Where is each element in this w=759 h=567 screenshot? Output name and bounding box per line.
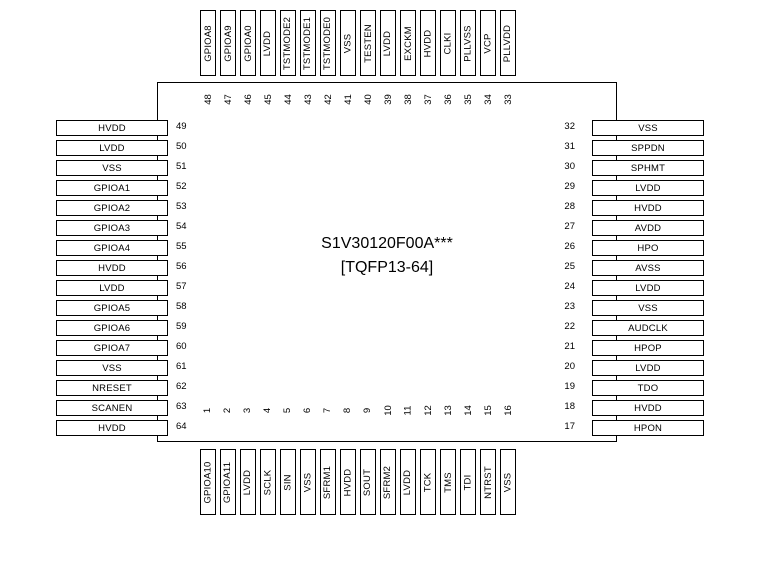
pin-name-label: GPIOA0 bbox=[242, 24, 254, 62]
pin-name-label: SPPDN bbox=[631, 142, 665, 154]
pin-number: 34 bbox=[482, 94, 494, 105]
pin-name-label: TDI bbox=[462, 474, 474, 490]
pin-name-box bbox=[420, 449, 436, 515]
pin-name-label: GPIOA3 bbox=[93, 222, 131, 234]
pin-name-box bbox=[460, 449, 476, 515]
pin-name-box bbox=[56, 420, 168, 436]
pin-number: 52 bbox=[176, 181, 187, 192]
pin-number: 6 bbox=[302, 407, 314, 414]
pin-number: 17 bbox=[564, 421, 575, 432]
pin-number: 21 bbox=[564, 341, 575, 352]
pin-number: 45 bbox=[262, 94, 274, 105]
pin-name-box bbox=[500, 10, 516, 76]
pin-name-label: VSS bbox=[638, 122, 658, 134]
pin-number: 10 bbox=[382, 405, 394, 416]
pin-number: 31 bbox=[564, 141, 575, 152]
pin-number: 39 bbox=[382, 94, 394, 105]
pin-name-label: TDO bbox=[637, 382, 659, 394]
pin-number: 43 bbox=[302, 94, 314, 105]
pin-name-label: GPIOA11 bbox=[222, 461, 234, 503]
pin-name-label: PLLVSS bbox=[462, 24, 474, 62]
pin-name-label: LVDD bbox=[402, 469, 414, 495]
pin-name-box bbox=[300, 449, 316, 515]
pin-name-box bbox=[200, 449, 216, 515]
pin-name-label: HPON bbox=[633, 422, 663, 434]
pin-number: 46 bbox=[242, 94, 254, 105]
pin-number: 58 bbox=[176, 301, 187, 312]
pin-number: 8 bbox=[342, 407, 354, 414]
pin-number: 24 bbox=[564, 281, 575, 292]
pin-name-box bbox=[592, 400, 704, 416]
pin-name-label: HPO bbox=[637, 242, 659, 254]
pin-name-box bbox=[240, 10, 256, 76]
pin-number: 32 bbox=[564, 121, 575, 132]
pin-name-label: LVDD bbox=[99, 142, 125, 154]
pin-name-label: GPIOA8 bbox=[202, 24, 214, 62]
pin-name-box bbox=[300, 10, 316, 76]
pin-name-box bbox=[592, 280, 704, 296]
chip-package-name: [TQFP13-64] bbox=[340, 259, 434, 276]
pin-name-box bbox=[340, 10, 356, 76]
pin-number: 20 bbox=[564, 361, 575, 372]
pin-name-label: VCP bbox=[482, 32, 494, 54]
pin-name-label: LVDD bbox=[635, 362, 661, 374]
pin-number: 61 bbox=[176, 361, 187, 372]
chip-label bbox=[157, 232, 617, 280]
pin-number: 9 bbox=[362, 407, 374, 414]
pin-name-box bbox=[480, 10, 496, 76]
pin-name-label: EXCKM bbox=[402, 25, 414, 61]
pin-name-box bbox=[592, 220, 704, 236]
pin-number: 12 bbox=[422, 405, 434, 416]
pin-number: 41 bbox=[342, 94, 354, 105]
pin-number: 35 bbox=[462, 94, 474, 105]
pin-name-box bbox=[592, 340, 704, 356]
pin-name-label: AVDD bbox=[634, 222, 662, 234]
pin-name-label: GPIOA2 bbox=[93, 202, 131, 214]
pin-number: 18 bbox=[564, 401, 575, 412]
pin-name-box bbox=[592, 160, 704, 176]
pin-number: 22 bbox=[564, 321, 575, 332]
pin-name-box bbox=[440, 10, 456, 76]
pin-number: 33 bbox=[502, 94, 514, 105]
pin-name-label: HVDD bbox=[342, 468, 354, 496]
pin-name-label: TSTMODE2 bbox=[282, 16, 294, 70]
pin-name-box bbox=[280, 10, 296, 76]
pin-name-label: SFRM2 bbox=[382, 465, 394, 499]
pin-number: 63 bbox=[176, 401, 187, 412]
pin-number: 26 bbox=[564, 241, 575, 252]
pin-name-label: LVDD bbox=[382, 30, 394, 56]
pin-number: 27 bbox=[564, 221, 575, 232]
pin-number: 47 bbox=[222, 94, 234, 105]
pin-name-box bbox=[56, 280, 168, 296]
pin-name-label: LVDD bbox=[635, 182, 661, 194]
pin-name-box bbox=[592, 120, 704, 136]
pin-name-box bbox=[592, 420, 704, 436]
pin-name-box bbox=[56, 180, 168, 196]
pin-name-box bbox=[56, 260, 168, 276]
pin-name-label: SPHMT bbox=[630, 162, 666, 174]
pin-name-box bbox=[400, 449, 416, 515]
pin-number: 28 bbox=[564, 201, 575, 212]
pin-number: 30 bbox=[564, 161, 575, 172]
pin-name-box bbox=[592, 140, 704, 156]
pin-number: 40 bbox=[362, 94, 374, 105]
pin-name-label: HVDD bbox=[422, 29, 434, 57]
pin-number: 14 bbox=[462, 405, 474, 416]
pin-number: 38 bbox=[402, 94, 414, 105]
pin-name-box bbox=[56, 220, 168, 236]
pin-name-box bbox=[380, 449, 396, 515]
pin-name-label: NTRST bbox=[482, 465, 494, 499]
pin-number: 48 bbox=[202, 94, 214, 105]
pin-name-label: TSTMODE0 bbox=[322, 16, 334, 70]
pin-number: 56 bbox=[176, 261, 187, 272]
pin-name-box bbox=[56, 300, 168, 316]
pin-name-box bbox=[400, 10, 416, 76]
pin-name-label: TCK bbox=[422, 472, 434, 492]
pin-name-box bbox=[260, 449, 276, 515]
pin-name-label: SCLK bbox=[262, 469, 274, 495]
pin-name-label: GPIOA10 bbox=[202, 460, 214, 504]
pin-name-label: PLLVDD bbox=[502, 24, 514, 62]
pin-name-label: GPIOA5 bbox=[93, 302, 131, 314]
pin-name-label: VSS bbox=[102, 362, 122, 374]
pin-number: 54 bbox=[176, 221, 187, 232]
pin-number: 25 bbox=[564, 261, 575, 272]
pin-name-label: VSS bbox=[302, 472, 314, 492]
pin-name-label: TSTMODE1 bbox=[302, 16, 314, 70]
pin-name-box bbox=[56, 200, 168, 216]
pin-number: 23 bbox=[564, 301, 575, 312]
pin-number: 19 bbox=[564, 381, 575, 392]
pin-number: 55 bbox=[176, 241, 187, 252]
pin-name-label: VSS bbox=[638, 302, 658, 314]
pin-number: 50 bbox=[176, 141, 187, 152]
pin-name-box bbox=[380, 10, 396, 76]
pin-number: 1 bbox=[202, 407, 214, 414]
pin-name-box bbox=[200, 10, 216, 76]
pin-name-label: LVDD bbox=[635, 282, 661, 294]
pin-name-label: VSS bbox=[342, 33, 354, 53]
pin-name-box bbox=[500, 449, 516, 515]
pin-number: 15 bbox=[482, 405, 494, 416]
pin-name-box bbox=[220, 10, 236, 76]
pin-number: 5 bbox=[282, 407, 294, 414]
pin-number: 3 bbox=[242, 407, 254, 414]
pin-name-label: GPIOA6 bbox=[93, 322, 131, 334]
pin-name-box bbox=[220, 449, 236, 515]
pin-name-box bbox=[56, 160, 168, 176]
pin-name-label: AVSS bbox=[635, 262, 661, 274]
pin-name-box bbox=[240, 449, 256, 515]
pin-name-box bbox=[480, 449, 496, 515]
pin-number: 7 bbox=[322, 407, 334, 414]
pin-name-label: CLKI bbox=[442, 32, 454, 54]
pin-name-label: AUDCLK bbox=[628, 322, 668, 334]
pin-name-label: LVDD bbox=[99, 282, 125, 294]
pin-number: 60 bbox=[176, 341, 187, 352]
pin-number: 57 bbox=[176, 281, 187, 292]
pin-name-box bbox=[320, 10, 336, 76]
pin-name-box bbox=[56, 340, 168, 356]
pin-name-label: NRESET bbox=[92, 382, 132, 394]
pin-number: 51 bbox=[176, 161, 187, 172]
pin-name-label: GPIOA9 bbox=[222, 24, 234, 62]
pin-name-label: TMS bbox=[442, 471, 454, 493]
pin-name-label: SCANEN bbox=[91, 402, 133, 414]
pin-name-box bbox=[260, 10, 276, 76]
pin-number: 36 bbox=[442, 94, 454, 105]
pin-number: 37 bbox=[422, 94, 434, 105]
pin-name-label: HVDD bbox=[634, 402, 662, 414]
pin-name-label: HVDD bbox=[634, 202, 662, 214]
pin-name-label: SIN bbox=[282, 473, 294, 491]
pin-name-box bbox=[320, 449, 336, 515]
pin-name-box bbox=[592, 360, 704, 376]
pin-name-box bbox=[360, 10, 376, 76]
pin-name-box bbox=[592, 200, 704, 216]
pin-number: 44 bbox=[282, 94, 294, 105]
pin-name-box bbox=[56, 360, 168, 376]
pin-name-box bbox=[592, 320, 704, 336]
pin-number: 53 bbox=[176, 201, 187, 212]
pin-name-box bbox=[420, 10, 436, 76]
pin-number: 59 bbox=[176, 321, 187, 332]
pin-number: 16 bbox=[502, 405, 514, 416]
pin-name-box bbox=[56, 400, 168, 416]
pin-number: 62 bbox=[176, 381, 187, 392]
pin-number: 64 bbox=[176, 421, 187, 432]
pin-name-label: GPIOA1 bbox=[93, 182, 131, 194]
pin-name-label: TESTEN bbox=[362, 23, 374, 63]
pin-name-box bbox=[592, 260, 704, 276]
pin-number: 42 bbox=[322, 94, 334, 105]
pin-name-label: HVDD bbox=[98, 262, 126, 274]
pin-name-label: SFRM1 bbox=[322, 465, 334, 499]
pin-name-box bbox=[440, 449, 456, 515]
pin-name-label: HVDD bbox=[98, 422, 126, 434]
pin-number: 49 bbox=[176, 121, 187, 132]
pin-name-box bbox=[340, 449, 356, 515]
pin-name-box bbox=[592, 300, 704, 316]
pin-name-label: GPIOA7 bbox=[93, 342, 131, 354]
pin-name-box bbox=[56, 240, 168, 256]
pin-name-box bbox=[56, 120, 168, 136]
pin-number: 13 bbox=[442, 405, 454, 416]
pin-name-box bbox=[280, 449, 296, 515]
pin-number: 4 bbox=[262, 407, 274, 414]
pin-name-label: VSS bbox=[502, 472, 514, 492]
pin-name-label: HVDD bbox=[98, 122, 126, 134]
pin-name-label: LVDD bbox=[262, 30, 274, 56]
pin-name-box bbox=[592, 240, 704, 256]
pin-name-box bbox=[56, 320, 168, 336]
pin-number: 2 bbox=[222, 407, 234, 414]
chip-part-number: S1V30120F00A*** bbox=[321, 235, 453, 252]
pin-name-box bbox=[56, 380, 168, 396]
pin-name-box bbox=[56, 140, 168, 156]
pin-name-label: LVDD bbox=[242, 469, 254, 495]
pin-name-label: HPOP bbox=[634, 342, 662, 354]
pin-name-box bbox=[460, 10, 476, 76]
pin-name-box bbox=[592, 180, 704, 196]
pin-number: 29 bbox=[564, 181, 575, 192]
pin-name-label: GPIOA4 bbox=[93, 242, 131, 254]
pin-name-label: VSS bbox=[102, 162, 122, 174]
pin-name-box bbox=[360, 449, 376, 515]
pin-name-box bbox=[592, 380, 704, 396]
pin-number: 11 bbox=[402, 405, 414, 416]
pin-name-label: SOUT bbox=[362, 468, 374, 496]
